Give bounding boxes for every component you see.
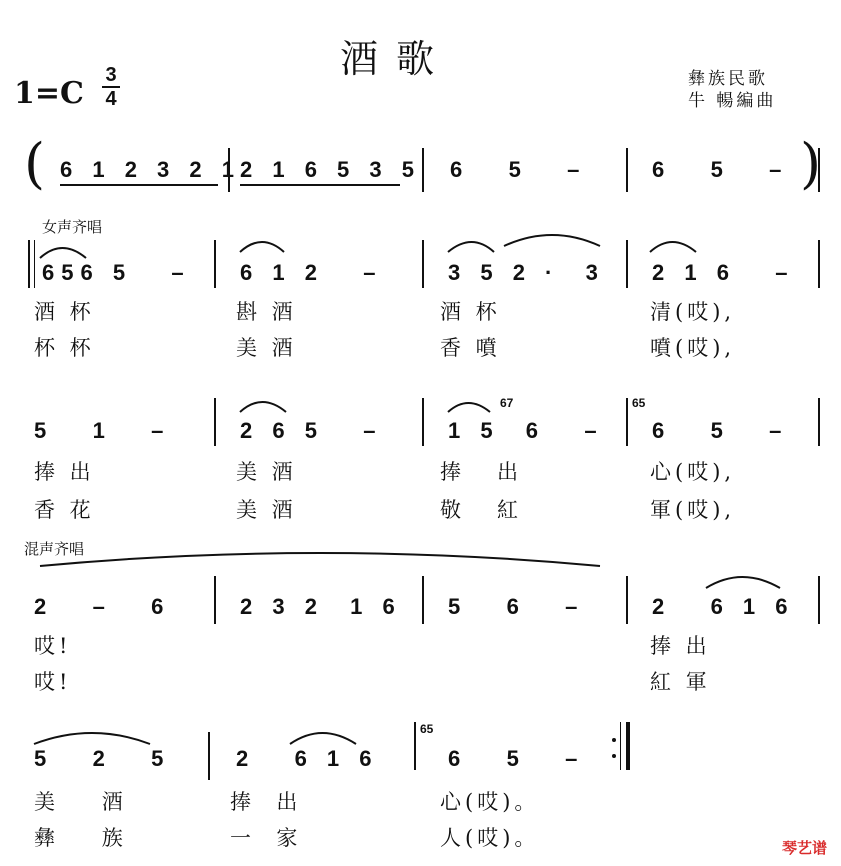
measure-14: 2 3 2 1 6 [240,594,402,619]
lyric-2-k: 彝 族 [34,826,127,850]
intro-paren-close: ) [800,132,822,195]
section-label-female: 女声齐唱 [42,218,103,236]
measure-15: 5 6 – [448,594,585,619]
measure-8: 2 1 6 – [652,260,795,285]
lyric-1-a: 酒 杯 [34,300,95,324]
measure-5: 656 5 – [42,260,191,285]
measure-11: 1 5 6 – [448,418,604,443]
song-title: 酒歌 [340,37,453,81]
lyric-1-c: 酒 杯 [440,300,501,324]
repeat-barline-thick [626,722,630,770]
barline [208,732,210,780]
intro-measure-2: 2 1 6 5 3 5 [240,157,421,182]
lyric-2-d: 噴(哎), [650,336,736,360]
lyric-1-j: 捧 出 [650,634,711,658]
watermark-logo: 琴艺谱 [781,839,827,857]
lyric-1-h: 心(哎), [650,460,736,484]
lyric-2-a: 杯 杯 [34,336,95,360]
lyric-2-b: 美 酒 [236,336,297,360]
intro-paren-open: ( [24,132,46,195]
intro-measure-4: 6 5 – [652,157,789,182]
credit-arranger: 牛 暢編曲 [688,91,777,111]
time-signature-bottom: 4 [105,88,117,110]
measure-19: 6 5 – [448,746,585,771]
intro-measure-1: 6 1 2 3 2 1 [60,157,241,182]
slur [290,733,356,744]
measure-17: 5 2 5 [34,746,171,771]
lyric-1-d: 清(哎), [650,300,736,324]
lyric-1-k: 美 酒 [34,790,127,814]
lyric-1-f: 美 酒 [236,460,297,484]
lyric-1-i: 哎! [34,634,72,658]
repeat-dot [612,738,616,742]
lyric-1-g: 捧 出 [440,460,523,484]
lyric-2-e: 香 花 [34,498,95,522]
repeat-dot [612,754,616,758]
grace-notes-c: 65 [420,722,434,736]
grace-notes-a: 67 [500,396,514,410]
measure-6: 6 1 2 – [240,260,383,285]
barline [414,722,416,770]
section-label-mixed: 混声齐唱 [24,540,85,558]
measure-16: 2 6 1 6 [652,594,795,619]
repeat-barline-thin [620,722,621,770]
credit-origin: 彝族民歌 [688,69,768,89]
lyric-2-j: 紅 軍 [650,670,711,694]
lyric-1-m: 心(哎)。 [440,790,540,814]
lyric-1-e: 捧 出 [34,460,95,484]
measure-9: 5 1 – [34,418,171,443]
lyric-2-f: 美 酒 [236,498,297,522]
lyric-2-c: 香 噴 [440,336,501,360]
intro-measure-3: 6 5 – [450,157,587,182]
lyric-1-l: 捧 出 [230,790,302,814]
lyric-2-m: 人(哎)。 [440,826,540,850]
slur [34,733,150,744]
measure-7: 3 5 2 · 3 [448,260,605,285]
measure-18: 2 6 1 6 [236,746,379,771]
grace-notes-b: 65 [632,396,646,410]
measure-12: 6 5 – [652,418,789,443]
lyric-2-h: 軍(哎), [650,498,736,522]
key-signature: 1=C [14,76,84,111]
time-signature-top: 3 [105,64,117,86]
lyric-1-b: 斟 酒 [236,300,297,324]
measure-10: 2 6 5 – [240,418,383,443]
lyric-2-i: 哎! [34,670,72,694]
measure-13: 2 – 6 [34,594,171,619]
lyric-2-g: 敬 紅 [440,498,523,522]
lyric-2-l: 一 家 [230,826,302,850]
